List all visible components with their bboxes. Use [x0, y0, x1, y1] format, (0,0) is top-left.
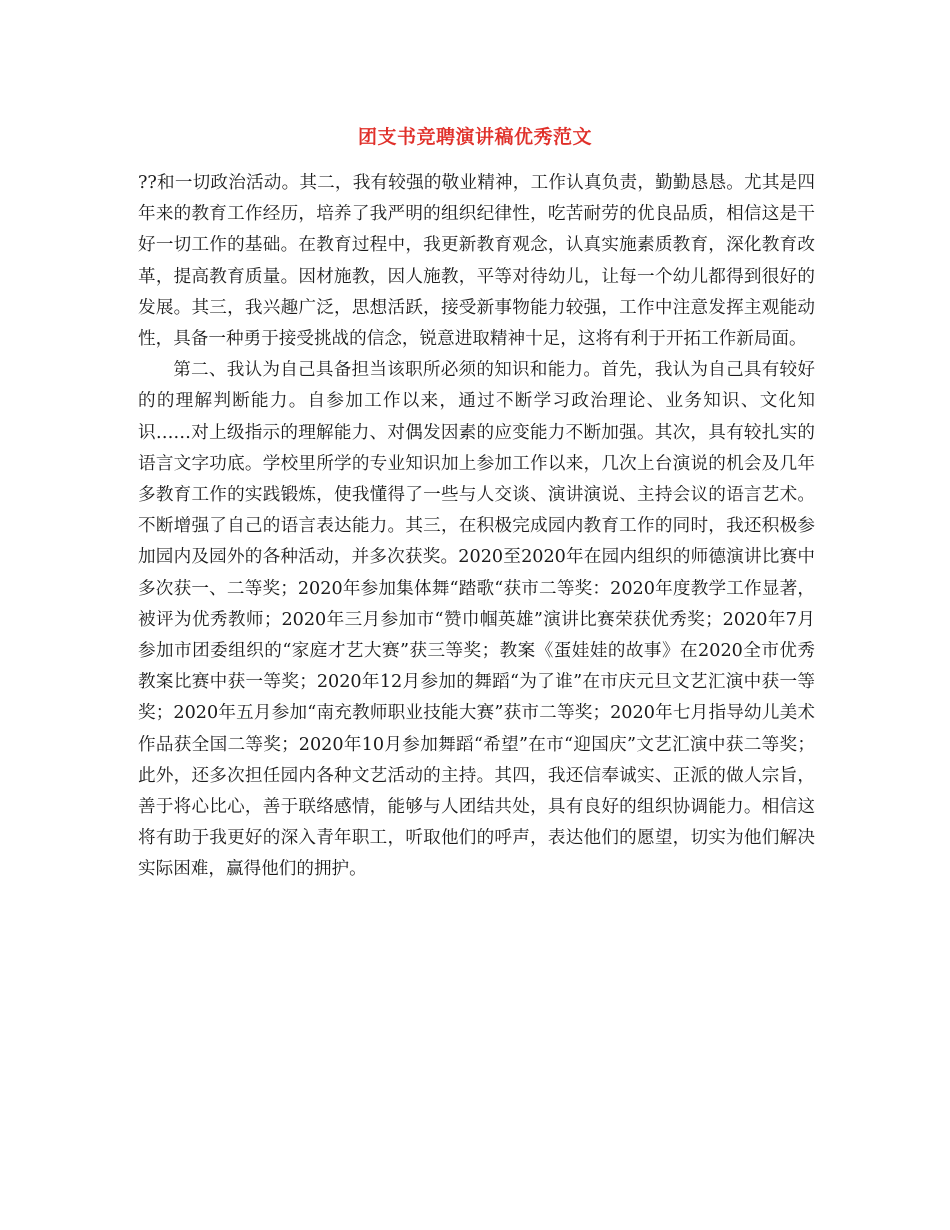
document-body [138, 168, 815, 886]
document-title: 团支书竞聘演讲稿优秀范文 [357, 126, 592, 148]
paragraph-2: 第二、我认为自己具备担当该职所必须的知识和能力。首先，我认为自己具有较好的的理解判断能力。自参加工作以来，通过不断学习政治理论、业务知识、文化知识……对上级指示的理解能力、对偶发因素的应变能力不断加强。其次，具有较扎实的语言文字功底。学校里所学的专业知识加上参加工作以来，几次上台演说的机会及几年多教育工作的实践锻炼，使我懂得了一些与人交谈、演讲演说、主持会议的语言艺术。不断增强了自己的语言表达能力。其三，在积极完成园内教育工作的同时，我还积极参加园内及园外的各种活动，并多次获奖。2020至2020年在园内组织的师德演讲比赛中多次获一、二等奖；2020年参加集体舞“踏歌“获市二等奖：2020年度教学工作显著，被评为优秀教师；2020年三月参加市“赞巾帼英雄”演讲比赛荣获优秀奖；2020年7月参加市团委组织的“家庭才艺大赛”获三等奖；教案《蛋娃娃的故事》在2020全市优秀教案比赛中获一等奖；2020年12月参加的舞蹈“为了谁”在市庆元旦文艺汇演中获一等奖；2020年五月参加“南充教师职业技能大赛”获市二等奖；2020年七月指导幼儿美术作品获全国二等奖；2020年10月参加舞蹈“希望”在市“迎国庆”文艺汇演中获二等奖；此外，还多次担任园内各种文艺活动的主持。其四，我还信奉诚实、正派的做人宗旨，善于将心比心，善于联络感情，能够与人团结共处，具有良好的组织协调能力。相信这将有助于我更好的深入青年职工，听取他们的呼声，表达他们的愿望，切实为他们解决实际困难，赢得他们的拥护。 [138, 360, 815, 880]
paragraph-1: ??和一切政治活动。其二，我有较强的敬业精神，工作认真负责，勤勤恳恳。尤其是四年来的教育工作经历，培养了我严明的组织纪律性，吃苦耐劳的优良品质，相信这是干好一切工作的基础。在教育过程中，我更新教育观念，认真实施素质教育，深化教育改革，提高教育质量。因材施教，因人施教，平等对待幼儿，让每一个幼儿都得到很好的发展。其三，我兴趣广泛，思想活跃，接受新事物能力较强，工作中注意发挥主观能动性，具备一种勇于接受挑战的信念，锐意进取精神十足，这将有利于开拓工作新局面。 [138, 173, 815, 350]
